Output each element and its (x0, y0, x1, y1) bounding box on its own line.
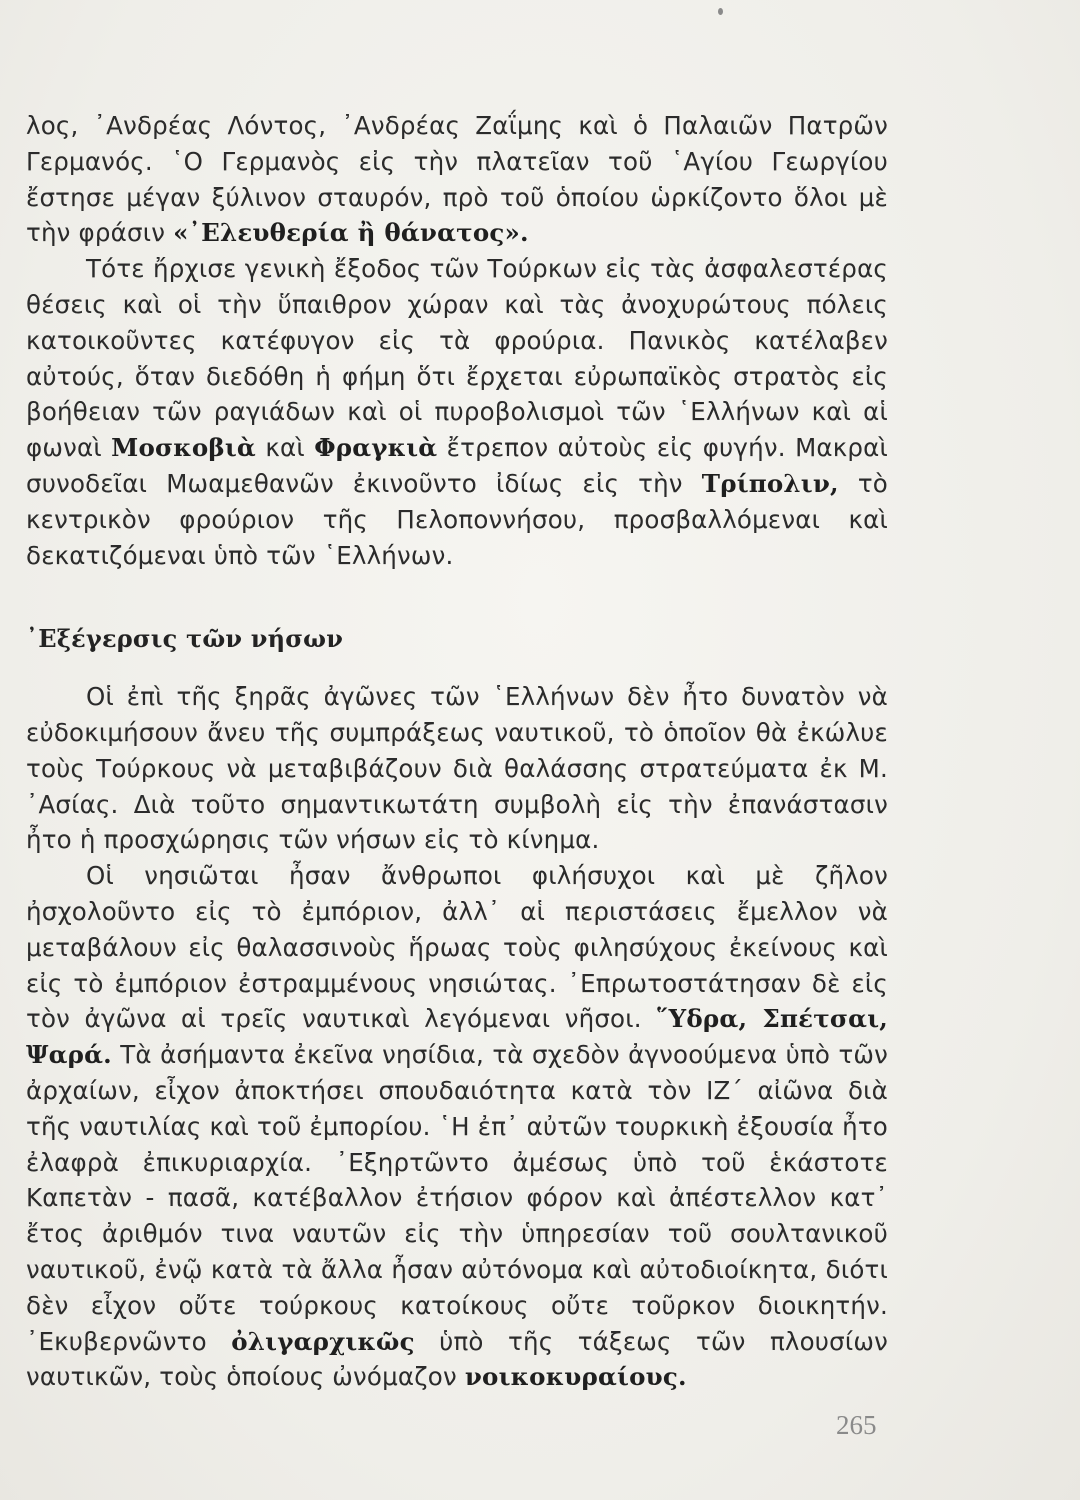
paragraph-3: Οἱ ἐπὶ τῆς ξηρᾶς ἀγῶνες τῶν ῾Ελλήνων δὲν ἦτο δυνατὸν νὰ εὐδοκιμήσουν ἄνευ τῆς συμπράξεως ναυτικοῦ, τὸ ὁποῖον θὰ ἐκώλυε τοὺς Τούρκους νὰ μεταβιβάζουν διὰ θαλάσσης στρατεύματα ἐκ Μ. ᾿Ασίας. Διὰ τοῦτο σημαντικωτάτη συμβολὴ εἰς τὴν ἐπανάστασιν ἦτο ἡ προσχώρησις τῶν νήσων εἰς τὸ κίνημα. (26, 682, 888, 855)
paragraph-4-text-1: Οἱ νησιῶται ἦσαν ἄνθρωποι φιλήσυχοι καὶ μὲ ζῆλον ἠσχολοῦντο εἰς τὸ ἐμπόριον, ἀλλ᾿ αἱ περιστάσεις ἔμελλον νὰ μεταβάλουν εἰς θαλασσινοὺς ἥρωας τοὺς φιλησύχους ἐκείνους καὶ εἰς τὸ ἐμπόριον ἐστραμμένους νησιώτας. ᾿Επρωτοστάτησαν δὲ εἰς τὸν ἀγῶνα αἱ τρεῖς ναυτικαὶ λεγόμεναι νῆσοι. (26, 861, 888, 1034)
paragraph-4-bold-islands: ῞Υδρα, Σπέτσαι, Ψαρά. (26, 1004, 888, 1070)
paragraph-4-bold-oligarchikos: ὀλιγαρχικῶς (231, 1326, 415, 1356)
paragraph-4-text-2: Τὰ ἀσήμαντα ἐκεῖνα νησίδια, τὰ σχεδὸν ἀγνοούμενα ὑπὸ τῶν ἀρχαίων, εἶχον ἀποκτήσει σπουδαιότητα κατὰ τὸν ΙΖ΄ αἰῶνα διὰ τῆς ναυτιλίας καὶ τοῦ ἐμπορίου. ῾Η ἐπ᾿ αὐτῶν τουρκικὴ ἐξουσία ἦτο ἐλαφρὰ ἐπικυριαρχία. ᾿Εξηρτῶντο ἀμέσως ὑπὸ τοῦ ἑκάστοτε Καπετὰν - πασᾶ, κατέβαλλον ἐτήσιον φόρον καὶ ἀπέστελλον κατ᾿ ἔτος ἀριθμόν τινα ναυτῶν εἰς τὴν ὑπηρεσίαν τοῦ σουλτανικοῦ ναυτικοῦ, ἐνῷ κατὰ τὰ ἄλλα ἦσαν αὐτόνομα καὶ αὐτοδιοίκητα, διότι δὲν εἶχον οὔτε τούρκους κατοίκους οὔτε τοῦρκον διοικητήν. ᾿Εκυβερνῶντο (26, 1040, 888, 1356)
ink-speck (718, 8, 723, 15)
paragraph-2-text-3: ἔτρεπον αὐτοὺς εἰς φυγήν. Μακραὶ συνοδεῖαι Μωαμεθανῶν ἐκινοῦντο ἰδίως εἰς τὴν (26, 433, 889, 498)
paragraph-4-text-3: ὑπὸ τῆς τάξεως τῶν πλουσίων ναυτικῶν, τοὺς ὁποίους ὠνόμαζον (26, 1326, 888, 1392)
paragraph-1-text: λος, ᾿Ανδρέας Λόντος, ᾿Ανδρέας Ζαΐμης καὶ ὁ Παλαιῶν Πατρῶν Γερμανός. ῾Ο Γερμανὸς εἰς τὴν πλατεῖαν τοῦ ῾Αγίου Γεωργίου ἔστησε μέγαν ξύλινον σταυρόν, πρὸ τοῦ ὁποίου ὡρκίζοντο ὅλοι μὲ τὴν φράσιν (26, 111, 888, 248)
section-heading: ᾿Εξέγερσις τῶν νήσων (26, 624, 344, 654)
paragraph-2-bold-tripolis: Τρίπολιν, (701, 468, 839, 498)
paragraph-2-bold-moskovia: Μοσκοβιὰ (111, 433, 256, 463)
paragraph-2 (26, 251, 888, 573)
page-body (26, 108, 888, 1395)
paragraph-4 (26, 858, 888, 1395)
paragraph-1-bold-slogan: «᾿Ελευθερία ἢ θάνατος». (173, 218, 529, 248)
paragraph-2-text-1: Τότε ἤρχισε γενικὴ ἔξοδος τῶν Τούρκων εἰς τὰς ἀσφαλεστέρας θέσεις καὶ οἱ τὴν ὕπαιθρον χώραν καὶ τὰς ἀνοχυρώτους πόλεις κατοικοῦντες κατέφυγον εἰς τὰ φρούρια. Πανικὸς κατέλαβεν αὐτούς, ὅταν διεδόθη ἡ φήμη ὅτι ἔρχεται εὐρωπαϊκὸς στρατὸς εἰς βοήθειαν τῶν ραγιάδων καὶ οἱ πυροβολισμοὶ τῶν ῾Ελλήνων καὶ αἱ φωναὶ (26, 254, 888, 463)
paragraph-2-text-4: τὸ κεντρικὸν φρούριον τῆς Πελοποννήσου, προσβαλλόμεναι καὶ δεκατιζόμεναι ὑπὸ τῶν ῾Ελλήνων. (26, 468, 888, 570)
paragraph-1 (26, 108, 888, 251)
paragraph-2-text-2: καὶ (255, 433, 315, 463)
paragraph-2-bold-fragkia: Φραγκιὰ (314, 433, 438, 463)
paragraph-4-bold-noikokyraious: νοικοκυραίους. (464, 1362, 687, 1392)
page-number: 265 (836, 1410, 877, 1440)
